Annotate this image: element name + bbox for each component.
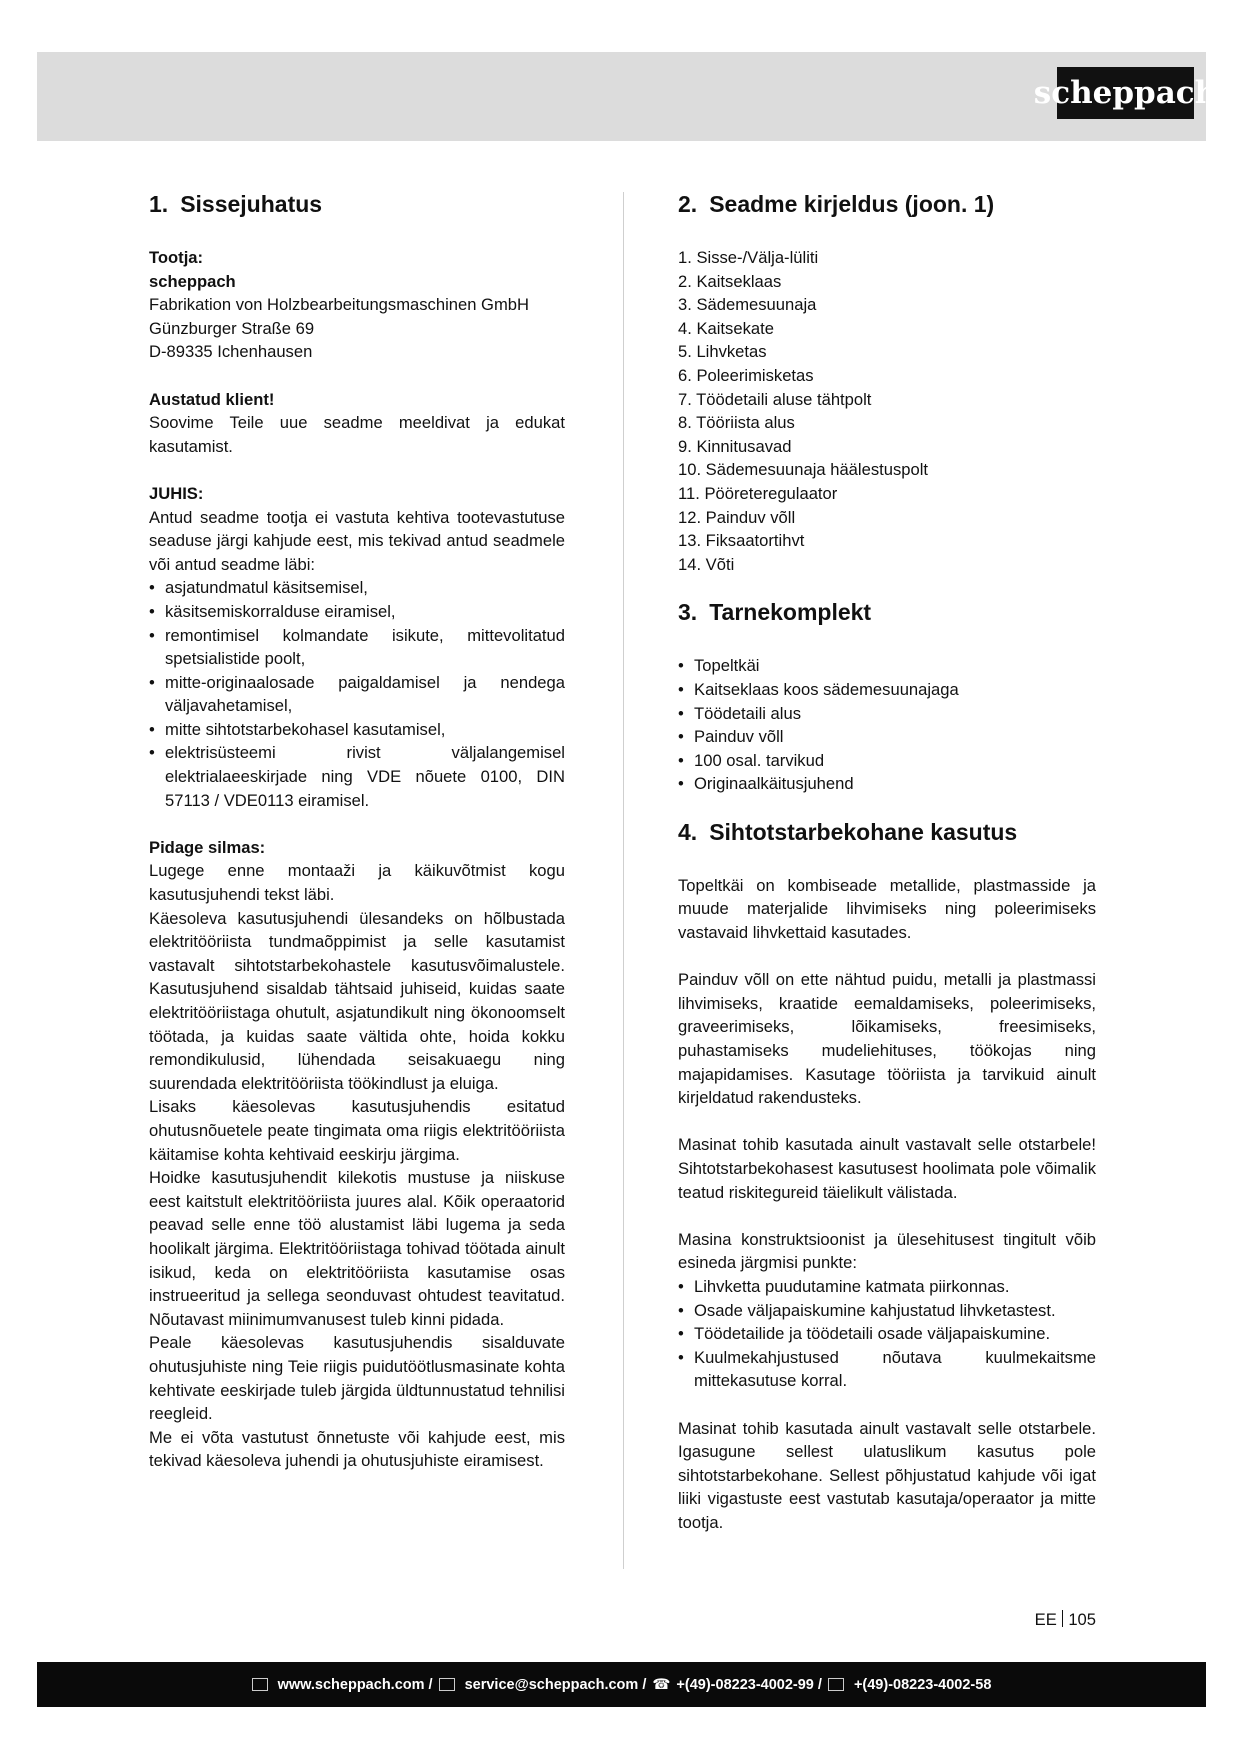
- list-item: 14. Võti: [678, 554, 735, 574]
- use-paragraph: Masinat tohib kasutada ainult vastavalt selle otstarbele! Sihtotstarbekohasest kasutusest hoolimata pole võimalik teatud riskitegureid täielikult välistada.: [678, 1135, 1096, 1202]
- right-column: [678, 190, 1096, 1535]
- list-item: • Kaitseklaas koos sädemesuunajaga: [678, 678, 1096, 702]
- section-1-title: 1. Sissejuhatus: [149, 191, 323, 217]
- section-2-title: 2. Seadme kirjeldus (joon. 1): [678, 191, 995, 217]
- greeting-text: Soovime Teile uue seadme meeldivat ja edukat kasutamist.: [149, 413, 565, 456]
- page-number: [1035, 1610, 1096, 1630]
- footer-email[interactable]: service@scheppach.com /: [464, 1676, 647, 1693]
- list-item: • Lihvketta puudutamine katmata piirkonnas.: [678, 1275, 1096, 1299]
- observe-paragraph: Peale käesolevas kasutusjuhendis sisalduvate ohutusjuhiste ning Teie riigis puidutöötlusmasinate kohta kehtivate eeskirjade tuleb järgida üldtunnustatud tehnilisi reegleid.: [149, 1333, 565, 1424]
- list-item: 9. Kinnitusavad: [678, 436, 792, 456]
- list-item: • käsitsemiskorralduse eiramisel,: [149, 600, 565, 624]
- list-item: • Topeltkäi: [678, 654, 1096, 678]
- list-item: 5. Lihvketas: [678, 342, 767, 362]
- section-4-title: 4. Sihtotstarbekohane kasutus: [678, 818, 1018, 845]
- note-bullet-list: [149, 576, 565, 812]
- list-item: 13. Fiksaatortihvt: [678, 531, 805, 551]
- list-item: 11. Pööreteregulaator: [678, 483, 838, 503]
- page-number-value: 105: [1068, 1610, 1096, 1629]
- use-paragraph: Masina konstruktsioonist ja ülesehitusest tingitult võib esineda järgmisi punkte:: [678, 1229, 1096, 1273]
- logo-text: scheppach: [1033, 74, 1218, 111]
- note-text: Antud seadme tootja ei vastuta kehtiva tootevastutuse seaduse järgi kahjude eest, mis tekivad antud seadmele või antud seadme läbi:: [149, 507, 565, 574]
- scheppach-logo: [1033, 67, 1218, 119]
- list-item: 8. Tööriista alus: [678, 413, 795, 433]
- column-divider: [623, 192, 624, 1569]
- list-item: • Painduv võll: [678, 725, 1096, 749]
- section-3-title: 3. Tarnekomplekt: [678, 599, 872, 626]
- list-item: • Töödetailide ja töödetaili osade väljapaiskumine.: [678, 1322, 1096, 1346]
- list-item: • elektrisüsteemi rivist väljalangemisel elektrialaeeskirjade ning VDE nõuete 0100, DIN 57113 / VDE0113 eiramisel.: [149, 741, 565, 812]
- manufacturer-name: scheppach: [149, 271, 236, 291]
- header-band: [37, 52, 1206, 141]
- list-item: • remontimisel kolmandate isikute, mittevolitatud spetsialistide poolt,: [149, 624, 565, 671]
- delivery-list: [678, 654, 1096, 796]
- list-item: 2. Kaitseklaas: [678, 271, 782, 291]
- left-column: [149, 190, 565, 1473]
- list-item: 12. Painduv võll: [678, 507, 796, 527]
- address-line: Fabrikation von Holzbearbeitungsmaschinen GmbH: [149, 295, 530, 315]
- parts-list: [678, 246, 1096, 576]
- list-item: • Osade väljapaiskumine kahjustatud lihvketastest.: [678, 1299, 1096, 1323]
- footer-phone: +(49)-08223-4002-99 /: [676, 1676, 822, 1693]
- list-item: • Töödetaili alus: [678, 702, 1096, 726]
- phone-icon: ☎: [652, 1676, 671, 1693]
- footer-bar: [37, 1662, 1206, 1707]
- note-label: JUHIS:: [149, 483, 204, 503]
- use-paragraph: Topeltkäi on kombiseade metallide, plastmasside ja muude materjalide lihvimiseks ning poleerimiseks vastavaid lihvkettaid kasutades.: [678, 875, 1096, 943]
- use-paragraph: Painduv võll on ette nähtud puidu, metalli ja plastmassi lihvimiseks, kraatide eemaldamiseks, poleerimiseks, graveerimiseks, lõikamiseks, freesimiseks, puhastamiseks mudeliehituses, töökojas ning majapidamises. Kasutage tööriista ja tarvikuid ainult kirjeldatud rakendusteks.: [678, 970, 1096, 1108]
- footer-website[interactable]: www.scheppach.com /: [277, 1676, 433, 1693]
- fax-icon: [828, 1678, 844, 1691]
- list-item: • 100 osal. tarvikud: [678, 749, 1096, 773]
- footer-fax: +(49)-08223-4002-58: [853, 1676, 992, 1693]
- observe-paragraph: Me ei võta vastutust õnnetuste või kahjude eest, mis tekivad käesoleva juhendi ja ohutusjuhiste eiramisest.: [149, 1427, 565, 1471]
- list-item: 10. Sädemesuunaja häälestuspolt: [678, 460, 929, 480]
- observe-label: Pidage silmas:: [149, 837, 266, 857]
- list-item: • mitte-originaalosade paigaldamisel ja nendega väljavahetamisel,: [149, 671, 565, 718]
- greeting-title: Austatud klient!: [149, 389, 275, 409]
- list-item: 6. Poleerimisketas: [678, 365, 814, 385]
- list-item: 7. Töödetaili aluse tähtpolt: [678, 389, 872, 409]
- list-item: • Kuulmekahjustused nõutava kuulmekaitsme mittekasutuse korral.: [678, 1346, 1096, 1393]
- address-line: Günzburger Straße 69: [149, 318, 315, 338]
- risk-list: [678, 1275, 1096, 1393]
- monitor-icon: [252, 1678, 268, 1691]
- address-line: D-89335 Ichenhausen: [149, 342, 313, 362]
- page-lang: EE: [1034, 1610, 1057, 1629]
- manufacturer-label: Tootja:: [149, 248, 204, 267]
- observe-paragraph: Käesoleva kasutusjuhendi ülesandeks on hõlbustada elektritööriista tundmaõppimist ja selle kasutamist vastavalt sihtotstarbekohastele kasutusvõimalustele. Kasutusjuhend sisaldab tähtsaid juhiseid, kuidas saate elektritööriistaga ohutult, asjatundikult ning ökonoomselt töötada, ja kuidas saate vältida ohte, hoida kokku remondikulusid, lühendada seisakuaegu ning suurendada elektritööriista töökindlust ja eluiga.: [149, 908, 565, 1093]
- list-item: • Originaalkäitusjuhend: [678, 772, 1096, 796]
- observe-paragraph: Hoidke kasutusjuhendit kilekotis mustuse ja niiskuse eest kaitstult elektritööriista juures alal. Kõik operaatorid peavad selle enne töö alustamist läbi lugema ja seda hoolikalt järgima. Elektritööriistaga tohivad töötada ainult isikud, keda on elektritööriista kasutamise osas instrueeritud ja sellega seonduvast ohtudest teavitatud. Nõutavast miinimumvanusest tuleb kinni pidada.: [149, 1168, 565, 1329]
- observe-paragraph: Lugege enne montaaži ja käikuvõtmist kogu kasutusjuhendi tekst läbi.: [149, 861, 565, 905]
- list-item: • mitte sihtotstarbekohasel kasutamisel,: [149, 718, 565, 742]
- list-item: • asjatundmatul käsitsemisel,: [149, 576, 565, 600]
- list-item: 4. Kaitsekate: [678, 318, 774, 338]
- observe-paragraph: Lisaks käesolevas kasutusjuhendis esitatud ohutusnõuetele peate tingimata oma riigis elektritööriista käitamise kohta kehtivaid eeskirju järgima.: [149, 1097, 565, 1164]
- mail-icon: [439, 1678, 455, 1691]
- list-item: 3. Sädemesuunaja: [678, 295, 817, 315]
- use-paragraph: Masinat tohib kasutada ainult vastavalt selle otstarbele. Igasugune sellest ulatuslikum kasutus pole sihtotstarbekohane. Sellest põhjustatud kahjude või igat liiki vigastuste eest vastutab kasutaja/operaator ja mitte tootja.: [678, 1418, 1096, 1532]
- list-item: 1. Sisse-/Välja-lüliti: [678, 248, 819, 267]
